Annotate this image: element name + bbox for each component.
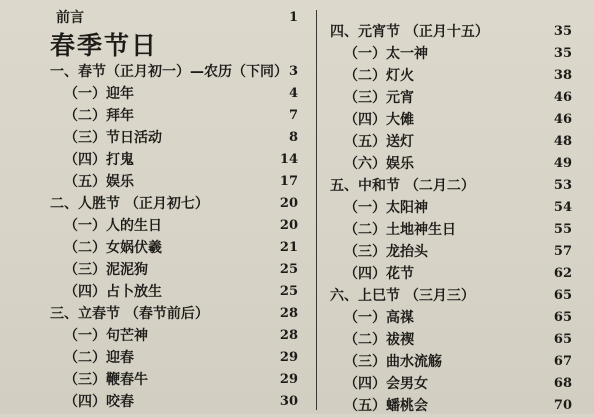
toc-entry-page: 62: [553, 266, 572, 281]
toc-entry-title: （一）太阳神: [344, 200, 428, 216]
column-divider: [316, 10, 317, 410]
toc-entry-title: （二）拜年: [64, 108, 134, 124]
toc-entry-page: 67: [553, 354, 572, 369]
toc-entry-title: （三）泥泥狗: [64, 262, 148, 278]
toc-entry-title: （四）打鬼: [64, 152, 134, 168]
toc-entry[interactable]: [320, 352, 590, 374]
toc-entry[interactable]: [320, 286, 590, 308]
toc-entry-title: （三）鞭春牛: [64, 372, 148, 388]
toc-entry[interactable]: [320, 374, 590, 396]
toc-entry-page: 68: [553, 376, 572, 391]
toc-entry-title: 二、人胜节 （正月初七）: [50, 196, 209, 212]
toc-entry-title: （四）咬春: [64, 394, 134, 410]
toc-entry-title: （三）元宵: [344, 90, 414, 106]
toc-entry-page: 55: [553, 222, 572, 237]
toc-entry[interactable]: [0, 150, 306, 172]
toc-entry-title: （四）花节: [344, 266, 414, 282]
toc-entry[interactable]: [320, 220, 590, 242]
toc-entry[interactable]: [0, 392, 306, 414]
toc-entry-page: 65: [553, 288, 572, 303]
toc-entry[interactable]: [0, 326, 306, 348]
toc-entry-page: 25: [279, 262, 298, 277]
toc-entry-page: 65: [553, 310, 572, 325]
toc-entry[interactable]: [0, 260, 306, 282]
toc-entry[interactable]: [320, 242, 590, 264]
toc-entry[interactable]: [320, 396, 590, 418]
toc-entry-page: 65: [553, 332, 572, 347]
toc-entry[interactable]: [0, 282, 306, 304]
toc-entry-page: 70: [553, 398, 572, 413]
toc-entry[interactable]: [0, 194, 306, 216]
toc-entry[interactable]: [0, 128, 306, 150]
toc-entry-page: 25: [279, 284, 298, 299]
toc-entry-title: （三）节日活动: [64, 130, 162, 146]
toc-entry-title: （二）女娲伏羲: [64, 240, 162, 256]
toc-entry-title: （二）祓禊: [344, 332, 414, 348]
toc-entry-title: 五、中和节 （二月二）: [330, 178, 475, 194]
toc-entry[interactable]: [0, 172, 306, 194]
toc-entry[interactable]: [320, 198, 590, 220]
toc-entry-page: 28: [279, 306, 298, 321]
toc-entry-page: 20: [279, 218, 298, 233]
toc-entry-page: 30: [279, 394, 298, 409]
toc-entry-page: 46: [553, 90, 572, 105]
toc-entry-page: 3: [288, 64, 298, 79]
toc-entry-title: （三）龙抬头: [344, 244, 428, 260]
toc-entry-title: （四）大傩: [344, 112, 414, 128]
toc-entry-title: （一）太一神: [344, 46, 428, 62]
toc-entry[interactable]: [0, 348, 306, 370]
toc-entry-title: （二）灯火: [344, 68, 414, 84]
toc-entry-page: 35: [553, 24, 572, 39]
toc-entry[interactable]: [0, 304, 306, 326]
toc-entry[interactable]: [320, 110, 590, 132]
toc-entry-title: （三）曲水流觞: [344, 354, 442, 370]
toc-entry-title: （五）娱乐: [64, 174, 134, 190]
section-title: 春季节日: [50, 31, 159, 60]
toc-entry-page: 49: [553, 156, 572, 171]
toc-entry-page: 46: [553, 112, 572, 127]
toc-entry-title: 前言: [56, 10, 84, 26]
toc-entry-title: （六）娱乐: [344, 156, 414, 172]
toc-entry-page: 29: [279, 372, 298, 387]
toc-entry[interactable]: [0, 216, 306, 238]
toc-entry-title: 四、元宵节 （正月十五）: [330, 24, 489, 40]
toc-entry-page: 48: [553, 134, 572, 149]
toc-entry[interactable]: [320, 330, 590, 352]
toc-entry-page: 28: [279, 328, 298, 343]
toc-entry-title: （一）人的生日: [64, 218, 162, 234]
toc-entry-title: 三、立春节 （春节前后）: [50, 306, 209, 322]
toc-entry-title: （一）迎年: [64, 86, 134, 102]
toc-entry[interactable]: [0, 238, 306, 260]
toc-entry-title: （一）句芒神: [64, 328, 148, 344]
toc-entry-title: （二）迎春: [64, 350, 134, 366]
toc-entry[interactable]: [320, 308, 590, 330]
toc-entry-title: （四）会男女: [344, 376, 428, 392]
toc-entry[interactable]: [0, 84, 306, 106]
toc-entry-page: 57: [553, 244, 572, 259]
toc-entry-page: 4: [288, 86, 298, 101]
toc-entry-page: 7: [288, 108, 298, 123]
toc-entry-page: 38: [553, 68, 572, 83]
toc-entry-title: （五）蟠桃会: [344, 398, 428, 414]
toc-entry-page: 1: [288, 10, 298, 25]
toc-entry-page: 14: [279, 152, 298, 167]
toc-entry-title: （二）土地神生日: [344, 222, 456, 238]
toc-entry[interactable]: [320, 44, 590, 66]
toc-entry[interactable]: [320, 154, 590, 176]
toc-entry[interactable]: [0, 106, 306, 128]
toc-entry[interactable]: [0, 62, 306, 84]
toc-entry[interactable]: [320, 66, 590, 88]
toc-entry-title: 一、春节（正月初一）—农历（下同）: [50, 64, 288, 80]
toc-entry-page: 21: [279, 240, 298, 255]
toc-entry-page: 29: [279, 350, 298, 365]
toc-entry-page: 8: [288, 130, 298, 145]
toc-entry-title: （五）送灯: [344, 134, 414, 150]
toc-entry-title: （四）占卜放生: [64, 284, 162, 300]
toc-entry-title: 六、上巳节 （三月三）: [330, 288, 475, 304]
toc-entry[interactable]: [320, 22, 590, 44]
toc-entry[interactable]: [320, 176, 590, 198]
toc-entry-page: 35: [553, 46, 572, 61]
toc-entry-page: 17: [279, 174, 298, 189]
toc-entry[interactable]: [320, 264, 590, 286]
toc-entry-page: 53: [553, 178, 572, 193]
toc-entry[interactable]: [320, 132, 590, 154]
toc-entry[interactable]: [0, 370, 306, 392]
toc-entry-title: （一）高禖: [344, 310, 414, 326]
toc-entry-page: 20: [279, 196, 298, 211]
toc-entry[interactable]: [320, 88, 590, 110]
toc-entry-page: 54: [553, 200, 572, 215]
